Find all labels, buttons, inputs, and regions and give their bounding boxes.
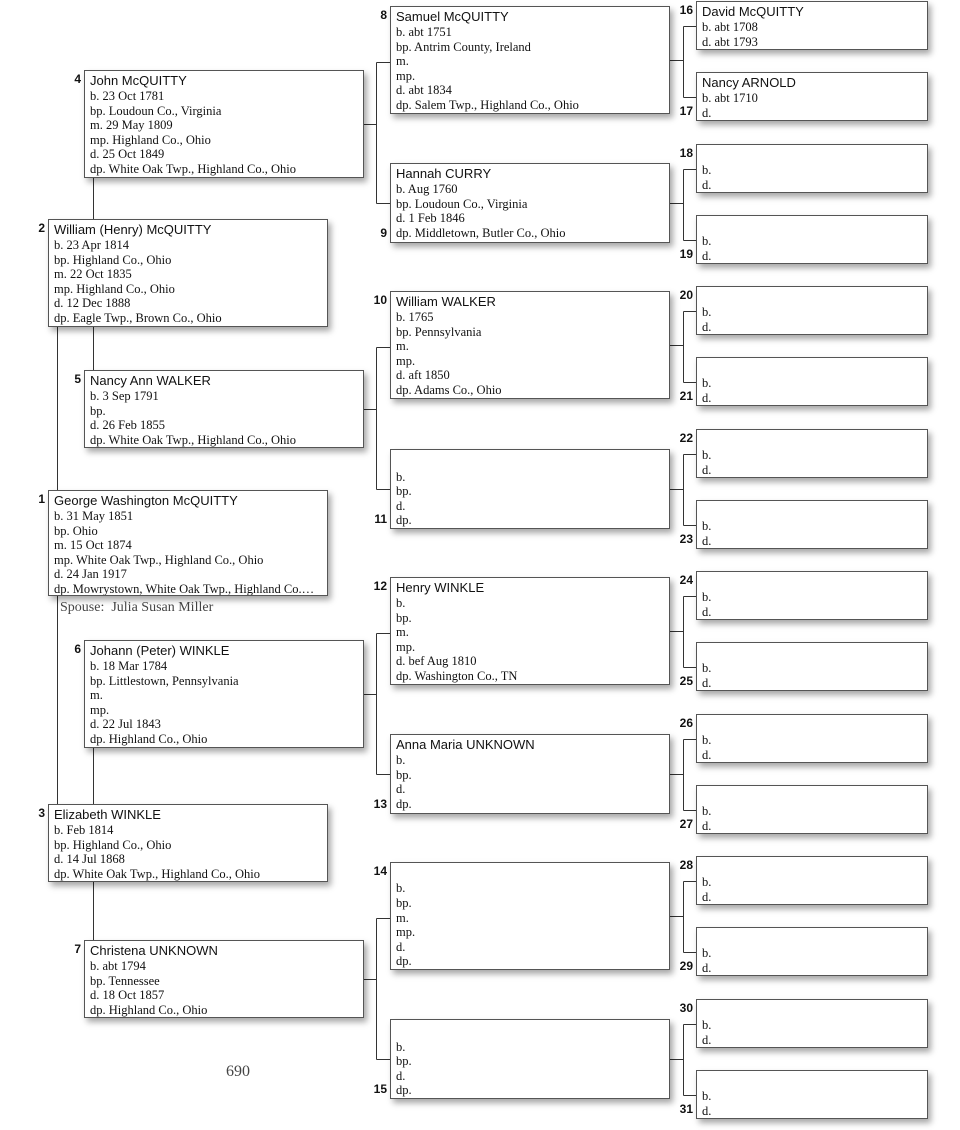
- person-detail-line: d. abt 1834: [396, 83, 452, 98]
- person-name: [702, 359, 922, 376]
- ahnentafel-number: 9: [380, 226, 387, 240]
- person-detail-line: d.: [702, 818, 712, 833]
- person-detail-line: d. bef Aug 1810: [396, 654, 477, 669]
- person-detail-line: mp.: [396, 925, 416, 940]
- person-detail-line: bp. Pennsylvania: [396, 324, 482, 339]
- page-number: 690: [226, 1063, 250, 1080]
- ahnentafel-number: 1: [38, 492, 45, 506]
- person-box-13[interactable]: [390, 734, 670, 814]
- person-detail-line: mp. White Oak Twp., Highland Co., Ohio: [54, 552, 264, 567]
- connector-5-parents: [364, 348, 390, 490]
- person-detail-line: b. 1765: [396, 310, 434, 324]
- person-detail-line: d.: [702, 960, 712, 975]
- person-box-4[interactable]: [84, 70, 364, 178]
- person-box-20[interactable]: [696, 286, 928, 335]
- person-name: [702, 573, 922, 590]
- person-detail-line: d. 26 Feb 1855: [90, 418, 165, 433]
- person-detail-line: d.: [702, 889, 712, 904]
- person-name: [702, 502, 922, 519]
- person-name: William WALKER: [396, 294, 496, 309]
- person-detail-line: d. abt 1793: [702, 34, 758, 49]
- person-detail-line: d.: [396, 939, 406, 954]
- person-detail-line: b.: [702, 661, 712, 675]
- person-detail-line: m. 22 Oct 1835: [54, 267, 132, 282]
- person-name: George Washington McQUITTY: [54, 493, 238, 508]
- person-detail-line: b.: [702, 590, 712, 604]
- person-box-29[interactable]: [696, 927, 928, 976]
- person-name: [702, 644, 922, 661]
- person-detail-line: d.: [396, 782, 406, 797]
- person-detail-line: d. 14 Jul 1868: [54, 852, 125, 867]
- person-name: Nancy Ann WALKER: [90, 373, 211, 388]
- person-box-10[interactable]: [390, 291, 670, 399]
- person-detail-line: b.: [702, 946, 712, 960]
- person-detail-line: b.: [396, 881, 406, 896]
- person-detail-line: d.: [702, 604, 712, 619]
- person-detail-line: d.: [702, 1103, 712, 1118]
- person-box-15[interactable]: [390, 1019, 670, 1099]
- ahnentafel-number: 2: [38, 221, 45, 235]
- spouse-line: [60, 600, 213, 616]
- person-detail-line: bp. Ohio: [54, 523, 98, 538]
- person-box-22[interactable]: [696, 429, 928, 478]
- spouse-label: Spouse:: [60, 600, 105, 615]
- ahnentafel-number: 31: [679, 1102, 693, 1116]
- person-box-27[interactable]: [696, 785, 928, 834]
- person-detail-line: d. 12 Dec 1888: [54, 296, 131, 311]
- person-detail-line: dp. White Oak Twp., Highland Co., Ohio: [54, 866, 260, 881]
- person-detail-line: dp. Washington Co., TN: [396, 668, 518, 683]
- person-box-7[interactable]: [84, 940, 364, 1018]
- person-detail-line: dp.: [396, 1083, 412, 1098]
- person-detail-line: b.: [702, 1089, 712, 1103]
- ahnentafel-number: 24: [679, 573, 693, 587]
- person-detail-line: m.: [396, 910, 409, 925]
- person-name: [396, 451, 664, 470]
- person-box-28[interactable]: [696, 856, 928, 905]
- person-detail-line: b.: [702, 733, 712, 747]
- person-detail-line: b.: [702, 519, 712, 533]
- person-box-12[interactable]: [390, 577, 670, 685]
- connector-6-parents: [364, 634, 390, 775]
- person-box-14[interactable]: [390, 862, 670, 970]
- person-detail-line: bp.: [90, 403, 106, 418]
- connector-13-parents: [670, 740, 696, 811]
- person-detail-line: dp. Highland Co., Ohio: [90, 731, 208, 746]
- person-detail-line: b.: [702, 804, 712, 818]
- person-name: Johann (Peter) WINKLE: [90, 643, 230, 658]
- person-box-5[interactable]: [84, 370, 364, 448]
- person-detail-line: b.: [396, 469, 406, 484]
- person-detail-line: b. 18 Mar 1784: [90, 659, 168, 673]
- person-detail-line: mp.: [396, 639, 416, 654]
- person-box-30[interactable]: [696, 999, 928, 1048]
- person-detail-line: d.: [702, 177, 712, 192]
- person-detail-line: bp. Highland Co., Ohio: [54, 837, 172, 852]
- person-detail-line: mp.: [396, 68, 416, 83]
- person-detail-line: bp. Tennessee: [90, 973, 160, 988]
- person-detail-line: b.: [396, 596, 406, 610]
- person-name: Nancy ARNOLD: [702, 75, 796, 90]
- ahnentafel-number: 7: [74, 942, 81, 956]
- person-name: Elizabeth WINKLE: [54, 807, 161, 822]
- person-name: [702, 1072, 922, 1089]
- ahnentafel-number: 25: [679, 674, 693, 688]
- ahnentafel-number: 17: [679, 104, 693, 118]
- person-name: [396, 1021, 664, 1040]
- ahnentafel-number: 13: [373, 797, 387, 811]
- person-detail-line: mp. Highland Co., Ohio: [54, 281, 175, 296]
- person-detail-line: dp. Salem Twp., Highland Co., Ohio: [396, 97, 579, 112]
- person-name: [702, 288, 922, 305]
- connector-7-parents: [364, 919, 390, 1060]
- person-detail-line: d.: [702, 319, 712, 334]
- connector-15-parents: [670, 1025, 696, 1096]
- person-detail-line: d. 1 Feb 1846: [396, 211, 465, 226]
- person-name: Christena UNKNOWN: [90, 943, 218, 958]
- person-box-18[interactable]: [696, 144, 928, 193]
- person-detail-line: bp.: [396, 895, 412, 910]
- person-detail-line: m.: [396, 339, 409, 354]
- person-detail-line: mp. Highland Co., Ohio: [90, 132, 211, 147]
- ahnentafel-number: 5: [74, 372, 81, 386]
- person-detail-line: b.: [702, 234, 712, 248]
- ahnentafel-number: 21: [679, 389, 693, 403]
- person-detail-line: bp. Highland Co., Ohio: [54, 252, 172, 267]
- person-detail-line: bp. Littlestown, Pennsylvania: [90, 673, 239, 688]
- person-detail-line: dp.: [396, 954, 412, 969]
- person-name: John McQUITTY: [90, 73, 187, 88]
- ahnentafel-number: 28: [679, 858, 693, 872]
- person-detail-line: d.: [702, 747, 712, 762]
- person-name: [702, 1001, 922, 1018]
- person-box-31[interactable]: [696, 1070, 928, 1119]
- person-name: [702, 716, 922, 733]
- person-detail-line: d.: [702, 248, 712, 263]
- person-detail-line: m.: [90, 688, 103, 703]
- person-detail-line: m.: [396, 54, 409, 69]
- person-detail-line: b.: [702, 1018, 712, 1032]
- person-detail-line: b. Aug 1760: [396, 182, 458, 196]
- ahnentafel-number: 14: [373, 864, 387, 878]
- person-detail-line: bp. Loudoun Co., Virginia: [90, 103, 222, 118]
- person-detail-line: b. abt 1794: [90, 959, 146, 973]
- person-detail-line: b. 23 Apr 1814: [54, 238, 129, 252]
- person-detail-line: d.: [702, 533, 712, 548]
- person-box-1[interactable]: [48, 490, 328, 596]
- ahnentafel-number: 30: [679, 1001, 693, 1015]
- ahnentafel-number: 8: [380, 8, 387, 22]
- person-box-6[interactable]: [84, 640, 364, 748]
- person-detail-line: b.: [396, 753, 406, 767]
- ahnentafel-number: 4: [74, 72, 81, 86]
- person-detail-line: b.: [702, 448, 712, 462]
- person-detail-line: d.: [702, 105, 712, 120]
- person-detail-line: d. 24 Jan 1917: [54, 567, 127, 582]
- person-detail-line: dp. Eagle Twp., Brown Co., Ohio: [54, 310, 222, 325]
- person-box-25[interactable]: [696, 642, 928, 691]
- spouse-name: Julia Susan Miller: [111, 600, 214, 615]
- person-detail-line: dp. Highland Co., Ohio: [90, 1002, 208, 1017]
- person-box-17[interactable]: [696, 72, 928, 121]
- person-detail-line: b. 31 May 1851: [54, 509, 134, 523]
- ahnentafel-number: 3: [38, 806, 45, 820]
- person-detail-line: m. 29 May 1809: [90, 118, 173, 133]
- person-detail-line: bp.: [396, 610, 412, 625]
- person-detail-line: d.: [702, 390, 712, 405]
- person-detail-line: mp.: [90, 702, 110, 717]
- ahnentafel-number: 27: [679, 817, 693, 831]
- person-detail-line: b. Feb 1814: [54, 823, 114, 837]
- person-box-11[interactable]: [390, 449, 670, 529]
- person-box-8[interactable]: [390, 6, 670, 114]
- person-name: Anna Maria UNKNOWN: [396, 737, 535, 752]
- person-detail-line: dp. Adams Co., Ohio: [396, 382, 502, 397]
- ahnentafel-number: 29: [679, 959, 693, 973]
- person-detail-line: dp. White Oak Twp., Highland Co., Ohio: [90, 161, 296, 176]
- person-box-23[interactable]: [696, 500, 928, 549]
- ahnentafel-number: 26: [679, 716, 693, 730]
- person-name: [702, 146, 922, 163]
- person-name: [396, 864, 664, 881]
- person-detail-line: bp.: [396, 767, 412, 782]
- person-box-2[interactable]: [48, 219, 328, 327]
- person-name: Henry WINKLE: [396, 580, 485, 595]
- connector-11-parents: [670, 455, 696, 526]
- ahnentafel-number: 11: [374, 512, 387, 526]
- person-detail-line: dp. Mowrystown, White Oak Twp., Highland Co.…: [54, 581, 315, 596]
- person-detail-line: bp. Antrim County, Ireland: [396, 39, 531, 54]
- person-box-21[interactable]: [696, 357, 928, 406]
- person-name: William (Henry) McQUITTY: [54, 222, 212, 237]
- ahnentafel-number: 10: [373, 293, 387, 307]
- person-detail-line: d.: [702, 1032, 712, 1047]
- person-detail-line: mp.: [396, 353, 416, 368]
- person-name: [702, 787, 922, 804]
- person-name: [702, 431, 922, 448]
- person-detail-line: b.: [702, 305, 712, 319]
- ahnentafel-number: 22: [679, 431, 693, 445]
- ahnentafel-number: 19: [679, 247, 693, 261]
- ahnentafel-number: 6: [74, 642, 81, 656]
- person-detail-line: d. 18 Oct 1857: [90, 988, 165, 1003]
- person-detail-line: b.: [702, 875, 712, 889]
- person-detail-line: d.: [702, 462, 712, 477]
- person-detail-line: b. 3 Sep 1791: [90, 389, 159, 403]
- person-detail-line: dp. White Oak Twp., Highland Co., Ohio: [90, 432, 296, 447]
- person-detail-line: b.: [702, 376, 712, 390]
- person-name: [702, 929, 922, 946]
- person-name: [702, 858, 922, 875]
- person-name: Hannah CURRY: [396, 166, 492, 181]
- ahnentafel-number: 18: [679, 146, 693, 160]
- person-detail-line: dp. Middletown, Butler Co., Ohio: [396, 225, 566, 240]
- person-detail-line: bp.: [396, 484, 412, 499]
- person-detail-line: m.: [396, 625, 409, 640]
- ahnentafel-number: 12: [373, 579, 387, 593]
- person-name: David McQUITTY: [702, 4, 804, 19]
- ahnentafel-number: 20: [679, 288, 693, 302]
- person-box-26[interactable]: [696, 714, 928, 763]
- person-box-9[interactable]: [390, 163, 670, 243]
- person-detail-line: b. 23 Oct 1781: [90, 89, 165, 103]
- ahnentafel-number: 23: [679, 532, 693, 546]
- person-detail-line: d.: [702, 675, 712, 690]
- person-detail-line: bp.: [396, 1054, 412, 1069]
- person-detail-line: d. 22 Jul 1843: [90, 717, 161, 732]
- connector-8-parents: [670, 27, 696, 98]
- person-detail-line: d. aft 1850: [396, 368, 450, 383]
- person-detail-line: b.: [702, 163, 712, 177]
- person-detail-line: bp. Loudoun Co., Virginia: [396, 196, 528, 211]
- person-name: Samuel McQUITTY: [396, 9, 509, 24]
- person-detail-line: b. abt 1710: [702, 91, 758, 105]
- person-detail-line: b.: [396, 1039, 406, 1054]
- connector-10-parents: [670, 312, 696, 383]
- person-detail-line: d.: [396, 498, 406, 513]
- ahnentafel-number: 15: [373, 1082, 387, 1096]
- connector-12-parents: [670, 597, 696, 668]
- person-detail-line: m. 15 Oct 1874: [54, 538, 132, 553]
- person-detail-line: b. abt 1751: [396, 25, 452, 39]
- person-box-24[interactable]: [696, 571, 928, 620]
- person-box-16[interactable]: [696, 1, 928, 50]
- person-box-19[interactable]: [696, 215, 928, 264]
- person-detail-line: dp.: [396, 513, 412, 528]
- person-name: [702, 217, 922, 234]
- connector-9-parents: [670, 170, 696, 241]
- person-detail-line: d.: [396, 1068, 406, 1083]
- person-detail-line: dp.: [396, 796, 412, 811]
- person-box-3[interactable]: [48, 804, 328, 882]
- connector-14-parents: [670, 882, 696, 953]
- person-detail-line: d. 25 Oct 1849: [90, 147, 165, 162]
- person-detail-line: b. abt 1708: [702, 20, 758, 34]
- ahnentafel-number: 16: [679, 3, 693, 17]
- connector-4-parents: [364, 63, 390, 204]
